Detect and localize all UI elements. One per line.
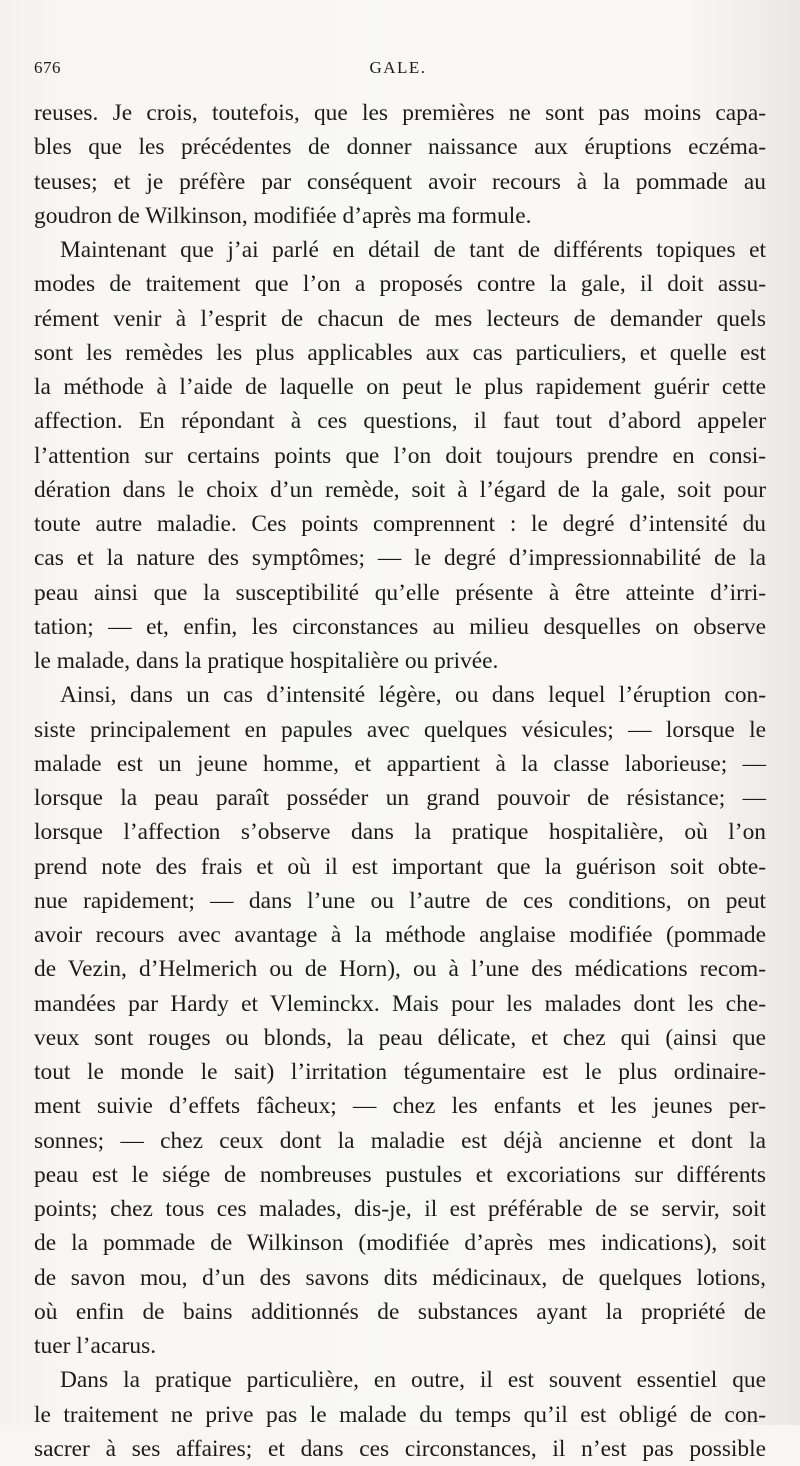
text-line: nue rapidement; — dans l’une ou l’autre de ces conditions, on peut	[34, 887, 766, 914]
text-line: tout le monde le sait) l’irritation tégumentaire est le plus ordinaire-	[34, 1059, 766, 1085]
text-line: de savon mou, d’un des savons dits médicinaux, de quelques lotions,	[34, 1264, 766, 1291]
text-line: veux sont rouges ou blonds, la peau délicate, et chez qui (ainsi que	[34, 1024, 766, 1051]
text-line: tation; — et, enfin, les circonstances au milieu desquelles on observe	[34, 613, 766, 640]
text-line: goudron de Wilkinson, modifiée d’après ma formule.	[34, 202, 532, 229]
text-line: sont les remèdes les plus applicables aux cas particuliers, et quelle est	[34, 339, 766, 366]
text-line: ment suivie d’effets fâcheux; — chez les enfants et les jeunes per-	[34, 1093, 766, 1120]
text-line: reuses. Je crois, toutefois, que les premières ne sont pas moins capa-	[34, 100, 766, 126]
text-line: sonnes; — chez ceux dont la maladie est déjà ancienne et dont la	[34, 1127, 766, 1154]
page-number: 676	[34, 58, 61, 77]
text-line: teuses; et je préfère par conséquent avoir recours à la pommade au	[34, 168, 766, 195]
text-line: avoir recours avec avantage à la méthode anglaise modifiée (pommade	[34, 922, 766, 948]
running-head	[34, 58, 762, 84]
text-line: modes de traitement que l’on a proposés contre la gale, il doit assu-	[34, 271, 766, 298]
text-line: peau est le siége de nombreuses pustules et excoriations sur différents	[34, 1161, 766, 1188]
text-line: rément venir à l’esprit de chacun de mes lecteurs de demander quels	[34, 305, 766, 332]
text-line: toute autre maladie. Ces points comprennent : le degré d’intensité du	[34, 511, 766, 537]
text-line: siste principalement en papules avec quelques vésicules; — lorsque le	[34, 716, 766, 743]
text-line: mandées par Hardy et Vleminckx. Mais pour les malades dont les che-	[34, 990, 766, 1017]
text-line: dération dans le choix d’un remède, soit à l’égard de la gale, soit pour	[34, 476, 766, 503]
text-line: la méthode à l’aide de laquelle on peut le plus rapidement guérir cette	[34, 374, 766, 400]
text-line: où enfin de bains additionnés de substances ayant la propriété de	[34, 1298, 766, 1325]
body-text	[34, 96, 766, 1466]
text-line: Dans la pratique particulière, en outre, il est souvent essentiel que	[60, 1367, 766, 1394]
text-line: Ainsi, dans un cas d’intensité légère, ou dans lequel l’éruption con-	[60, 682, 766, 709]
text-line: de Vezin, d’Helmerich ou de Horn), ou à l’une des médications recom-	[34, 956, 766, 983]
text-line: affection. En répondant à ces questions, il faut tout d’abord appeler	[34, 408, 766, 435]
text-line: prend note des frais et où il est important que la guérison soit obte-	[34, 853, 766, 880]
text-line: l’attention sur certains points que l’on doit toujours prendre en consi-	[34, 442, 766, 469]
text-line: le traitement ne prive pas le malade du temps qu’il est obligé de con-	[34, 1401, 766, 1428]
text-line: sacrer à ses affaires; et dans ces circonstances, il n’est pas possible	[34, 1435, 766, 1462]
text-line: lorsque la peau paraît posséder un grand pouvoir de résistance; —	[34, 785, 766, 811]
text-line: peau ainsi que la susceptibilité qu’elle présente à être atteinte d’irri-	[34, 579, 766, 606]
text-line: tuer l’acarus.	[34, 1333, 157, 1359]
text-line: points; chez tous ces malades, dis-je, il est préférable de se servir, soit	[34, 1196, 766, 1222]
text-line: lorsque l’affection s’observe dans la pratique hospitalière, où l’on	[34, 819, 766, 846]
text-line: de la pommade de Wilkinson (modifiée d’après mes indications), soit	[34, 1230, 766, 1257]
text-line: malade est un jeune homme, et appartient à la classe laborieuse; —	[34, 750, 766, 777]
running-title: GALE.	[369, 58, 427, 77]
text-line: bles que les précédentes de donner naissance aux éruptions eczéma-	[34, 134, 766, 161]
text-line: Maintenant que j’ai parlé en détail de tant de différents topiques et	[60, 237, 766, 263]
text-line: le malade, dans la pratique hospitalière ou privée.	[34, 648, 499, 674]
text-line: cas et la nature des symptômes; — le degré d’impressionnabilité de la	[34, 545, 766, 572]
